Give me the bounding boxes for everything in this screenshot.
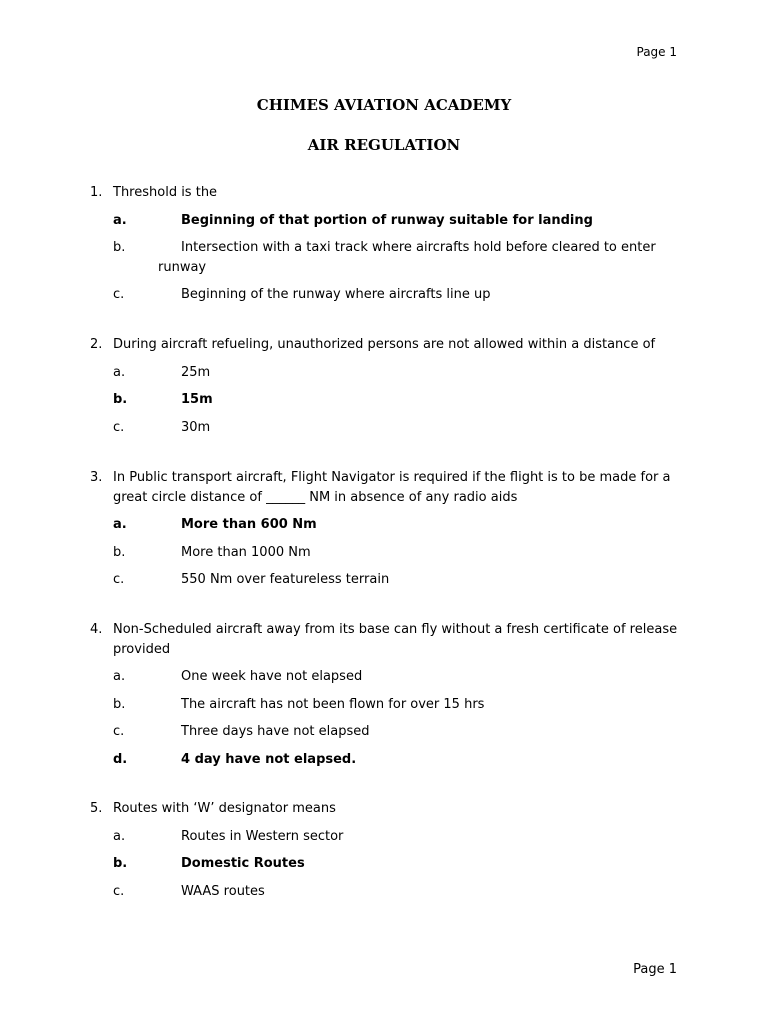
- option-b: [90, 543, 690, 563]
- option-text: Intersection with a taxi track where aircrafts hold before cleared to enter runway: [158, 240, 656, 275]
- option-letter: c.: [113, 287, 125, 302]
- question-text: In Public transport aircraft, Flight Navigator is required if the flight is to be made for a great circle distance of ______ NM in absence of any radio aids: [113, 470, 671, 505]
- option-b: [90, 854, 690, 874]
- option-letter: b.: [113, 856, 128, 871]
- question-number: 3.: [90, 470, 103, 485]
- question-2: [90, 335, 690, 437]
- option-text: 4 day have not elapsed.: [181, 751, 357, 767]
- option-letter: a.: [113, 364, 126, 380]
- question-stem: [90, 183, 690, 203]
- option-letter: a.: [113, 828, 126, 844]
- option-text: 30m: [181, 419, 211, 435]
- question-text: Non-Scheduled aircraft away from its base can fly without a fresh certificate of release provided: [113, 622, 678, 657]
- option-text: Three days have not elapsed: [181, 724, 370, 739]
- question-stem: [90, 468, 690, 507]
- option-letter: d.: [113, 751, 128, 767]
- option-letter: b.: [113, 544, 126, 560]
- option-c: [90, 722, 690, 742]
- option-letter: c.: [113, 724, 125, 739]
- question-text: During aircraft refueling, unauthorized persons are not allowed within a distance of: [113, 337, 656, 352]
- question-stem: [90, 799, 690, 819]
- option-text: 25m: [181, 364, 211, 380]
- option-c: [90, 285, 690, 305]
- option-letter: b.: [113, 392, 128, 407]
- option-b: [90, 390, 690, 410]
- question-stem: [90, 335, 690, 355]
- question-number: 5.: [90, 801, 103, 816]
- question-number: 4.: [90, 622, 103, 637]
- question-text: Routes with ‘W’ designator means: [113, 801, 336, 816]
- document-subtitle: AIR REGULATION: [307, 136, 461, 154]
- option-c: [90, 882, 690, 902]
- question-number: 2.: [90, 337, 103, 352]
- option-text: Domestic Routes: [181, 856, 305, 871]
- option-letter: c.: [113, 883, 125, 899]
- option-text: More than 1000 Nm: [181, 544, 311, 560]
- page-footer-label: Page 1: [633, 962, 677, 977]
- option-text: Beginning of the runway where aircrafts line up: [181, 287, 491, 302]
- option-text: More than 600 Nm: [181, 517, 317, 532]
- option-d: [90, 750, 690, 770]
- option-a: [90, 827, 690, 847]
- option-a: [90, 515, 690, 535]
- option-text: 15m: [181, 392, 213, 407]
- option-text: 550 Nm over featureless terrain: [181, 572, 390, 587]
- option-b: [90, 695, 690, 715]
- option-text: Beginning of that portion of runway suitable for landing: [181, 212, 593, 228]
- option-text: Routes in Western sector: [181, 828, 344, 844]
- option-a: [90, 211, 690, 231]
- option-a: [90, 363, 690, 383]
- question-3: [90, 468, 690, 590]
- option-c: [90, 570, 690, 590]
- option-letter: a.: [113, 517, 127, 532]
- option-text: The aircraft has not been flown for over 15 hrs: [181, 696, 485, 712]
- option-text: WAAS routes: [181, 883, 265, 899]
- option-a: [90, 667, 690, 687]
- page-header-label: Page 1: [636, 45, 677, 59]
- question-1: [90, 183, 690, 305]
- question-4: [90, 620, 690, 769]
- option-text: One week have not elapsed: [181, 669, 363, 684]
- option-letter: b.: [113, 696, 126, 712]
- option-c: [90, 418, 690, 438]
- question-stem: [90, 620, 690, 659]
- option-letter: a.: [113, 669, 126, 684]
- option-letter: a.: [113, 212, 127, 228]
- option-b: [90, 238, 690, 277]
- question-number: 1.: [90, 185, 103, 200]
- option-letter: c.: [113, 572, 125, 587]
- document-title: CHIMES AVIATION ACADEMY: [256, 96, 512, 114]
- question-text: Threshold is the: [113, 185, 218, 200]
- option-letter: c.: [113, 419, 125, 435]
- question-5: [90, 799, 690, 901]
- option-letter: b.: [113, 240, 126, 255]
